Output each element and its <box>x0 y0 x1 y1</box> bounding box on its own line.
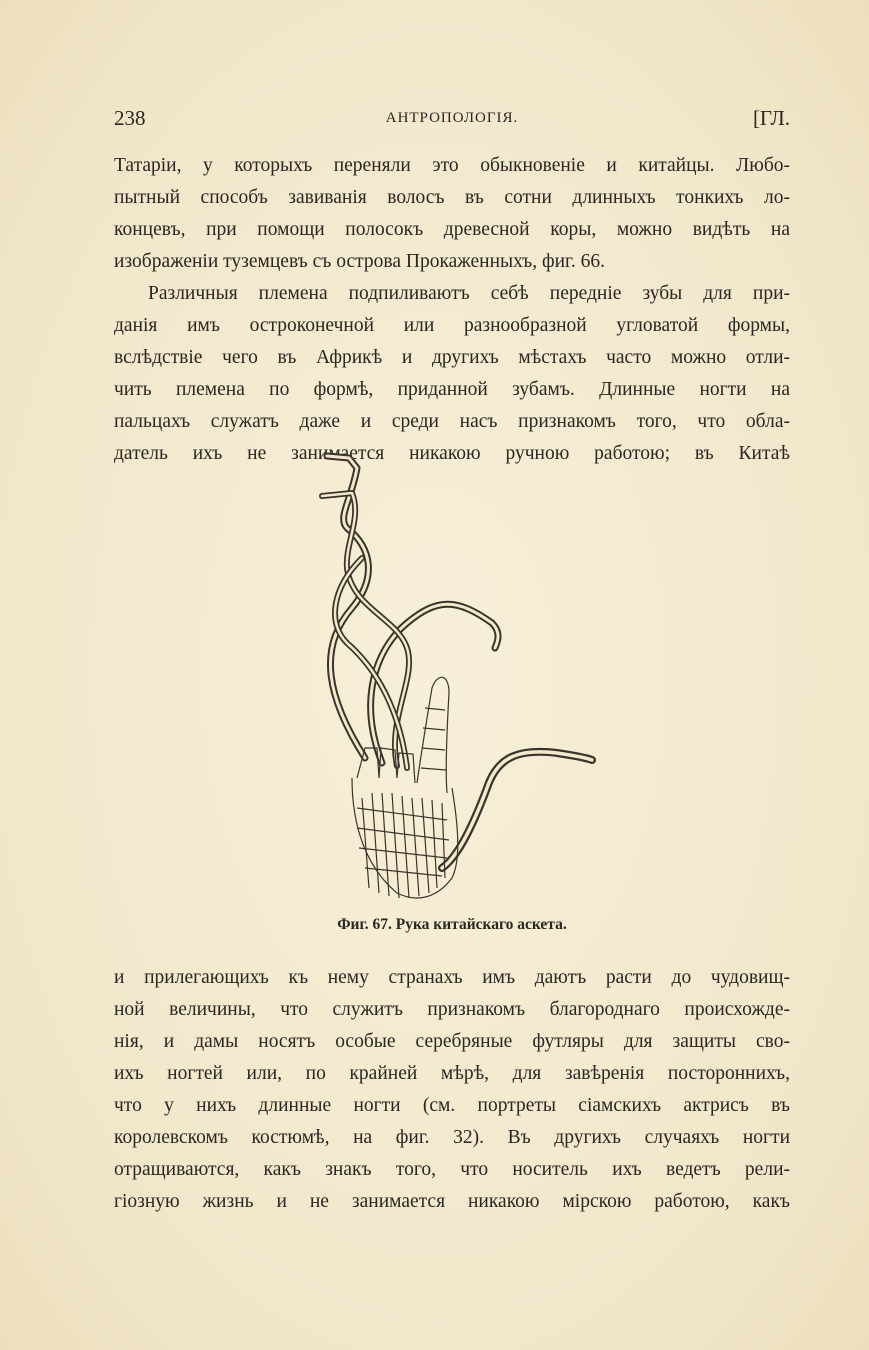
text-line: отращиваются, какъ знакъ того, что носитель ихъ ведетъ рели- <box>114 1159 790 1180</box>
page-header <box>114 106 790 136</box>
running-title: АНТРОПОЛОГІЯ. <box>385 110 519 126</box>
text-line: пальцахъ служатъ даже и среди насъ признакомъ того, что обла- <box>114 411 790 432</box>
chapter-mark: [ГЛ. <box>752 106 790 130</box>
paragraph-teeth-nails <box>114 278 790 470</box>
text-line: королевскомъ костюмѣ, на фиг. 32). Въ другихъ случаяхъ ногти <box>114 1127 790 1148</box>
page-number: 238 <box>114 106 146 130</box>
text-line: и прилегающихъ къ нему странахъ имъ даютъ расти до чудовищ- <box>114 967 790 988</box>
body-text-top <box>114 150 790 470</box>
text-line: ихъ ногтей или, по крайней мѣрѣ, для завѣренія постороннихъ, <box>114 1063 790 1084</box>
text-line: Татаріи, у которыхъ переняли это обыкновеніе и китайцы. Любо- <box>114 155 790 176</box>
text-line: пытный способъ завиванія волосъ въ сотни длинныхъ тонкихъ ло- <box>114 187 790 208</box>
text-line: вслѣдствіе чего въ Африкѣ и другихъ мѣстахъ часто можно отли- <box>114 347 790 368</box>
text-line: нія, и дамы носятъ особые серебряные футляры для защиты сво- <box>114 1031 790 1052</box>
figure-caption: Фиг. 67. Рука китайскаго аскета. <box>337 916 567 933</box>
text-line: гіозную жизнь и не занимается никакою мірскою работою, какъ <box>114 1191 790 1212</box>
text-line: ной величины, что служитъ признакомъ благороднаго происхожде- <box>114 999 790 1020</box>
body-text-bottom <box>114 962 790 1218</box>
text-line: Различныя племена подпиливаютъ себѣ передніе зубы для при- <box>148 283 790 304</box>
ascetic-hand-illustration <box>257 448 612 908</box>
text-line: изображеніи туземцевъ съ острова Прокаженныхъ, фиг. 66. <box>114 251 605 272</box>
text-line: концевъ, при помощи полосокъ древесной коры, можно видѣть на <box>114 219 790 240</box>
text-line: что у нихъ длинные ногти (см. портреты сіамскихъ актрисъ въ <box>114 1095 790 1116</box>
text-line: чить племена по формѣ, приданной зубамъ. Длинные ногти на <box>114 379 790 400</box>
text-line: данія имъ остроконечной или разнообразной угловатой формы, <box>114 315 790 336</box>
hand-engraving-icon <box>257 448 612 908</box>
text-line: датель ихъ не занимается никакою ручною работою; въ Китаѣ <box>114 443 790 464</box>
paragraph-continuation <box>114 150 790 278</box>
